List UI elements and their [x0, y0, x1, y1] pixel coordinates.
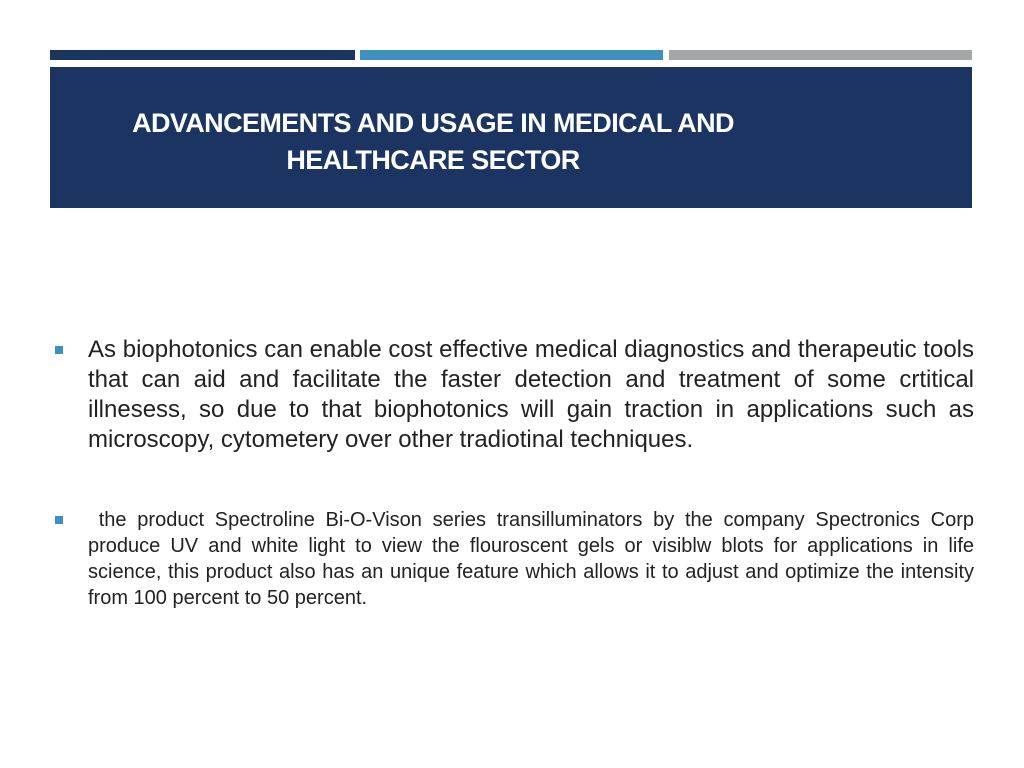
slide-body [52, 335, 980, 611]
bullet-text: As biophotonics can enable cost effective medical diagnostics and therapeutic tools that can aid and facilitate the faster detection and treatment of some crtitical illnesess, so due to that biophotonics will gain traction in applications such as microscopy, cytometery over other tradiotinal techniques. [88, 336, 974, 453]
accent-bar-blue [360, 50, 663, 60]
accent-bar-gray [669, 50, 972, 60]
bullet-item [52, 335, 974, 455]
bullet-item [52, 507, 980, 611]
slide-title: ADVANCEMENTS AND USAGE IN MEDICAL AND HEALTHCARE SECTOR [132, 108, 734, 175]
title-banner [50, 67, 972, 208]
square-bullet-icon [55, 516, 63, 524]
square-bullet-icon [55, 346, 63, 354]
accent-bar-navy [50, 50, 355, 60]
bullet-text: the product Spectroline Bi-O-Vison series transilluminators by the company Spectronics Corp produce UV and white light to view the flouroscent gels or visiblw blots for applications in life science, this product also has an unique feature which allows it to adjust and optimize the intensity from 100 percent to 50 percent. [88, 509, 980, 609]
